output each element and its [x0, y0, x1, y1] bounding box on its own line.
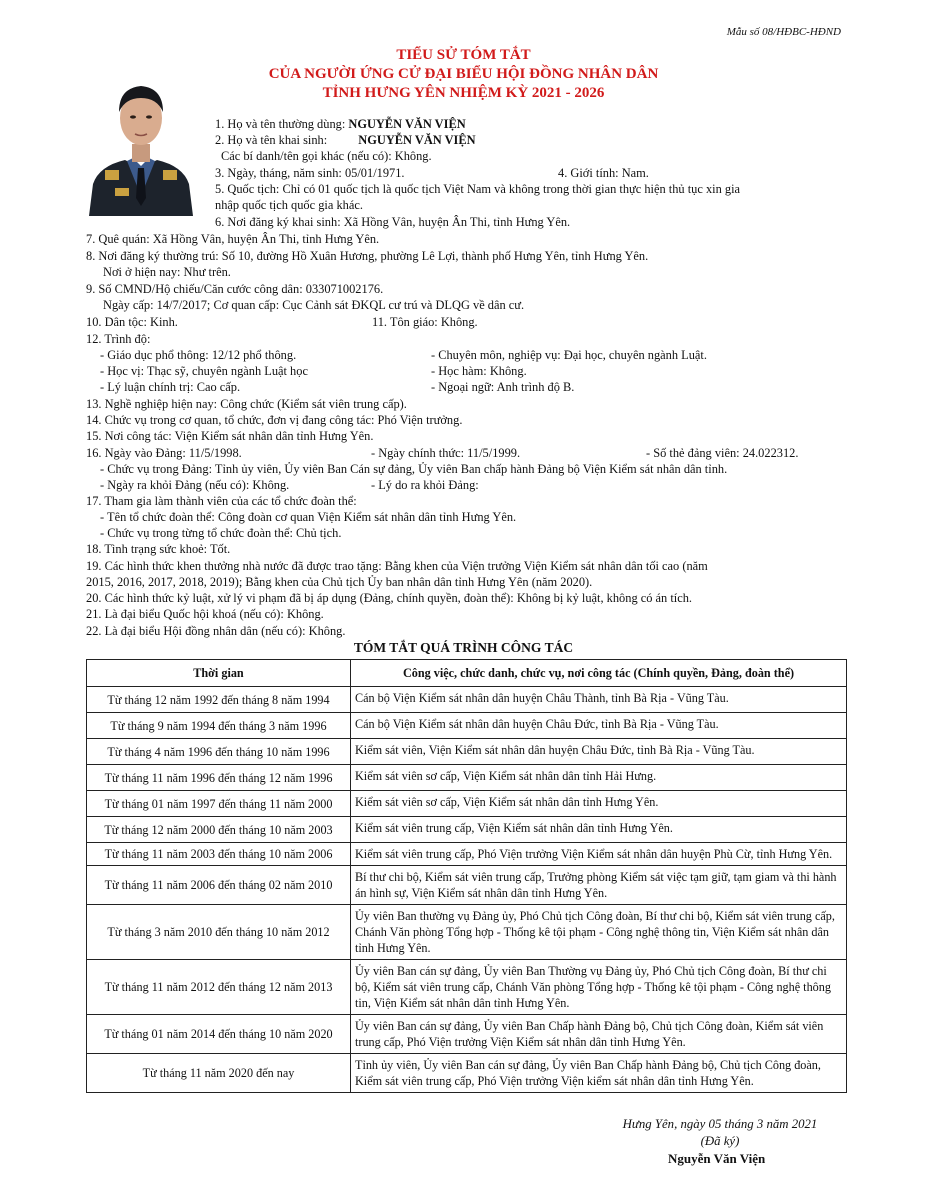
row-job: Tỉnh ủy viên, Ủy viên Ban cán sự đảng, Ủy viên Ban Chấp hành Đảng bộ, Chủ tịch Công đoàn, Kiểm sát viên trung cấp, Phó Viện trưởng Viện kiểm sát nhân dân tỉnh Hưng Yên.: [351, 1054, 847, 1093]
table-row: [87, 960, 847, 1015]
row-job: Kiểm sát viên trung cấp, Phó Viện trưởng Viện Kiểm sát nhân dân huyện Phù Cừ, tỉnh Hưng Yên.: [351, 843, 847, 866]
document-title: TIỂU SỬ TÓM TẮT: [396, 47, 531, 63]
form-code: Mẫu số 08/HĐBC-HĐND: [726, 26, 841, 38]
field-position: 14. Chức vụ trong cơ quan, tổ chức, đơn vị đang công tác: Phó Viện trưởng.: [86, 413, 463, 427]
field-occupation: 13. Nghề nghiệp hiện nay: Công chức (Kiểm sát viên trung cấp).: [86, 397, 407, 411]
portrait-photo: [85, 66, 197, 216]
field-organizations: 17. Tham gia làm thành viên của các tổ chức đoàn thể:: [86, 494, 357, 508]
field-specialty: - Chuyên môn, nghiệp vụ: Đại học, chuyên ngành Luật.: [431, 348, 707, 362]
field-organization-name: - Tên tổ chức đoàn thể: Công đoàn cơ quan Viện Kiểm sát nhân dân tỉnh Hưng Yên.: [100, 510, 517, 524]
field-health: 18. Tình trạng sức khoẻ: Tốt.: [86, 542, 231, 556]
document-subtitle-term: TỈNH HƯNG YÊN NHIỆM KỲ 2021 - 2026: [322, 85, 605, 101]
field-discipline: 20. Các hình thức kỷ luật, xử lý vi phạm đã bị áp dụng (Đảng, chính quyền, đoàn thể): Không bị kỷ luật, không có án tích.: [86, 591, 693, 605]
document-subtitle: CỦA NGƯỜI ỨNG CỬ ĐẠI BIỂU HỘI ĐỒNG NHÂN DÂN: [268, 66, 659, 82]
row-job: Ủy viên Ban thường vụ Đảng ủy, Phó Chủ tịch Công đoàn, Bí thư chi bộ, Kiểm sát viên trung cấp, Chánh Văn phòng Tổng hợp - Thống kê tội phạm - Công nghệ thông tin, Viện Kiểm sát nhân dân tỉnh Hưng Yên.: [351, 905, 847, 960]
row-job: Cán bộ Viện Kiểm sát nhân dân huyện Châu Thành, tỉnh Bà Rịa - Vũng Tàu.: [351, 687, 847, 713]
field-party-join-date: 16. Ngày vào Đảng: 11/5/1998.: [86, 446, 242, 460]
field-id-issue: Ngày cấp: 14/7/2017; Cơ quan cấp: Cục Cảnh sát ĐKQL cư trú và DLQG về dân cư.: [103, 298, 525, 312]
field-education: 12. Trình độ:: [86, 332, 151, 346]
field-general-education: - Giáo dục phổ thông: 12/12 phổ thông.: [100, 348, 297, 362]
row-time: Từ tháng 4 năm 1996 đến tháng 10 năm 1996: [87, 739, 351, 765]
field-hometown: 7. Quê quán: Xã Hồng Vân, huyện Ân Thi, tỉnh Hưng Yên.: [86, 232, 380, 246]
row-time: Từ tháng 11 năm 2012 đến tháng 12 năm 2013: [87, 960, 351, 1015]
table-row: [87, 843, 847, 866]
table-row: [87, 739, 847, 765]
field-workplace: 15. Nơi công tác: Viện Kiểm sát nhân dân tỉnh Hưng Yên.: [86, 429, 374, 443]
table-row: [87, 765, 847, 791]
row-time: Từ tháng 11 năm 2003 đến tháng 10 năm 2006: [87, 843, 351, 866]
table-row: [87, 1015, 847, 1054]
field-peoples-council: 22. Là đại biểu Hội đồng nhân dân (nếu có): Không.: [86, 624, 346, 638]
row-job: Kiểm sát viên trung cấp, Viện Kiểm sát nhân dân tỉnh Hưng Yên.: [351, 817, 847, 843]
field-academic-title: - Học hàm: Không.: [431, 364, 527, 378]
row-time: Từ tháng 12 năm 1992 đến tháng 8 năm 1994: [87, 687, 351, 713]
field-ethnicity: 10. Dân tộc: Kinh.: [86, 315, 178, 329]
table-header-row: [87, 660, 847, 687]
field-awards-cont: 2015, 2016, 2017, 2018, 2019); Bằng khen của Chủ tịch Ủy ban nhân dân tỉnh Hưng Yên (năm 2020).: [86, 575, 593, 589]
row-job: Ủy viên Ban cán sự đảng, Ủy viên Ban Thường vụ Đảng ủy, Phó Chủ tịch Công đoàn, Bí thư chi bộ, Kiểm sát viên trung cấp, Chánh Văn phòng Tổng hợp - Thống kê tội phạm - Công nghệ thông tin, Viện Kiểm sát nhân dân tỉnh Hưng Yên.: [351, 960, 847, 1015]
table-row: [87, 791, 847, 817]
row-time: Từ tháng 01 năm 2014 đến tháng 10 năm 2020: [87, 1015, 351, 1054]
field-id-number: 9. Số CMND/Hộ chiếu/Căn cước công dân: 033071002176.: [86, 282, 384, 296]
table-row: [87, 866, 847, 905]
work-history-title: TÓM TẮT QUÁ TRÌNH CÔNG TÁC: [353, 640, 574, 655]
signature-signed-note: (Đã ký): [700, 1134, 740, 1148]
work-history-table: [86, 659, 847, 1093]
row-job: Bí thư chi bộ, Kiểm sát viên trung cấp, Trưởng phòng Kiểm sát việc tạm giữ, tạm giam và thi hành án hình sự, Viện Kiểm sát nhân dân tỉnh Hưng Yên.: [351, 866, 847, 905]
field-party-official-date: - Ngày chính thức: 11/5/1999.: [371, 446, 521, 460]
field-nationality: 5. Quốc tịch: Chỉ có 01 quốc tịch là quốc tịch Việt Nam và không trong thời gian thực hiện thủ tục xin gia: [215, 182, 741, 196]
field-party-leave-date: - Ngày ra khỏi Đảng (nếu có): Không.: [100, 478, 290, 492]
field-party-position: - Chức vụ trong Đảng: Tỉnh ủy viên, Ủy viên Ban Cán sự đảng, Ủy viên Ban chấp hành Đảng bộ Viện Kiểm sát nhân dân tỉnh.: [100, 462, 728, 476]
row-job: Kiểm sát viên sơ cấp, Viện Kiểm sát nhân dân tỉnh Hưng Yên.: [351, 791, 847, 817]
field-degree: - Học vị: Thạc sỹ, chuyên ngành Luật học: [100, 364, 308, 378]
field-gender: 4. Giới tính: Nam.: [558, 166, 649, 180]
signer-name: Nguyễn Văn Viện: [668, 1151, 766, 1166]
field-birth-name: [215, 132, 476, 148]
column-header-job: Công việc, chức danh, chức vụ, nơi công tác (Chính quyền, Đảng, đoàn thể): [351, 660, 847, 687]
row-job: Cán bộ Viện Kiểm sát nhân dân huyện Châu Đức, tỉnh Bà Rịa - Vũng Tàu.: [351, 713, 847, 739]
row-time: Từ tháng 11 năm 2006 đến tháng 02 năm 2010: [87, 866, 351, 905]
column-header-time: Thời gian: [87, 660, 351, 687]
row-time: Từ tháng 11 năm 1996 đến tháng 12 năm 1996: [87, 765, 351, 791]
birth-name-value: NGUYỄN VĂN VIỆN: [358, 133, 476, 147]
field-party-card: - Số thẻ đảng viên: 24.022312.: [646, 446, 799, 460]
common-name-value: NGUYỄN VĂN VIỆN: [348, 117, 466, 131]
field-aliases: Các bí danh/tên gọi khác (nếu có): Không.: [221, 149, 432, 163]
field-nationality-cont: nhập quốc tịch quốc gia khác.: [215, 198, 363, 212]
table-row: [87, 817, 847, 843]
row-time: Từ tháng 9 năm 1994 đến tháng 3 năm 1996: [87, 713, 351, 739]
field-label: 1. Họ và tên thường dùng:: [215, 117, 346, 131]
signature-place-date: Hưng Yên, ngày 05 tháng 3 năm 2021: [622, 1117, 818, 1131]
table-row: [87, 905, 847, 960]
field-common-name: [215, 116, 466, 132]
field-party-leave-reason: - Lý do ra khỏi Đảng:: [371, 478, 479, 492]
field-foreign-language: - Ngoại ngữ: Anh trình độ B.: [431, 380, 575, 394]
row-job: Ủy viên Ban cán sự đảng, Ủy viên Ban Chấp hành Đảng bộ, Chủ tịch Công đoàn, Kiểm sát viên trung cấp, Phó Viện trưởng Viện Kiểm sát nhân dân tỉnh Hưng Yên.: [351, 1015, 847, 1054]
row-time: Từ tháng 11 năm 2020 đến nay: [87, 1054, 351, 1093]
field-current-residence: Nơi ở hiện nay: Như trên.: [103, 265, 231, 279]
row-time: Từ tháng 01 năm 1997 đến tháng 11 năm 2000: [87, 791, 351, 817]
field-national-assembly: 21. Là đại biểu Quốc hội khoá (nếu có): Không.: [86, 607, 324, 621]
row-time: Từ tháng 12 năm 2000 đến tháng 10 năm 2003: [87, 817, 351, 843]
field-awards: 19. Các hình thức khen thưởng nhà nước đã được trao tặng: Bằng khen của Viện trưởng Viện Kiểm sát nhân dân tối cao (năm: [86, 559, 708, 573]
field-birth-registration: 6. Nơi đăng ký khai sinh: Xã Hồng Vân, huyện Ân Thi, tỉnh Hưng Yên.: [215, 215, 571, 229]
field-organization-role: - Chức vụ trong từng tổ chức đoàn thể: Chủ tịch.: [100, 526, 342, 540]
field-religion: 11. Tôn giáo: Không.: [372, 315, 478, 329]
field-birth-date: 3. Ngày, tháng, năm sinh: 05/01/1971.: [215, 166, 405, 180]
row-job: Kiểm sát viên sơ cấp, Viện Kiểm sát nhân dân tỉnh Hải Hưng.: [351, 765, 847, 791]
table-row: [87, 1054, 847, 1093]
row-job: Kiểm sát viên, Viện Kiểm sát nhân dân huyện Châu Đức, tỉnh Bà Rịa - Vũng Tàu.: [351, 739, 847, 765]
row-time: Từ tháng 3 năm 2010 đến tháng 10 năm 2012: [87, 905, 351, 960]
table-row: [87, 713, 847, 739]
table-row: [87, 687, 847, 713]
field-permanent-residence: 8. Nơi đăng ký thường trú: Số 10, đường Hồ Xuân Hương, phường Lê Lợi, thành phố Hưng Yên, tỉnh Hưng Yên.: [86, 249, 649, 263]
field-political-theory: - Lý luận chính trị: Cao cấp.: [100, 380, 241, 394]
field-label: 2. Họ và tên khai sinh:: [215, 133, 328, 147]
